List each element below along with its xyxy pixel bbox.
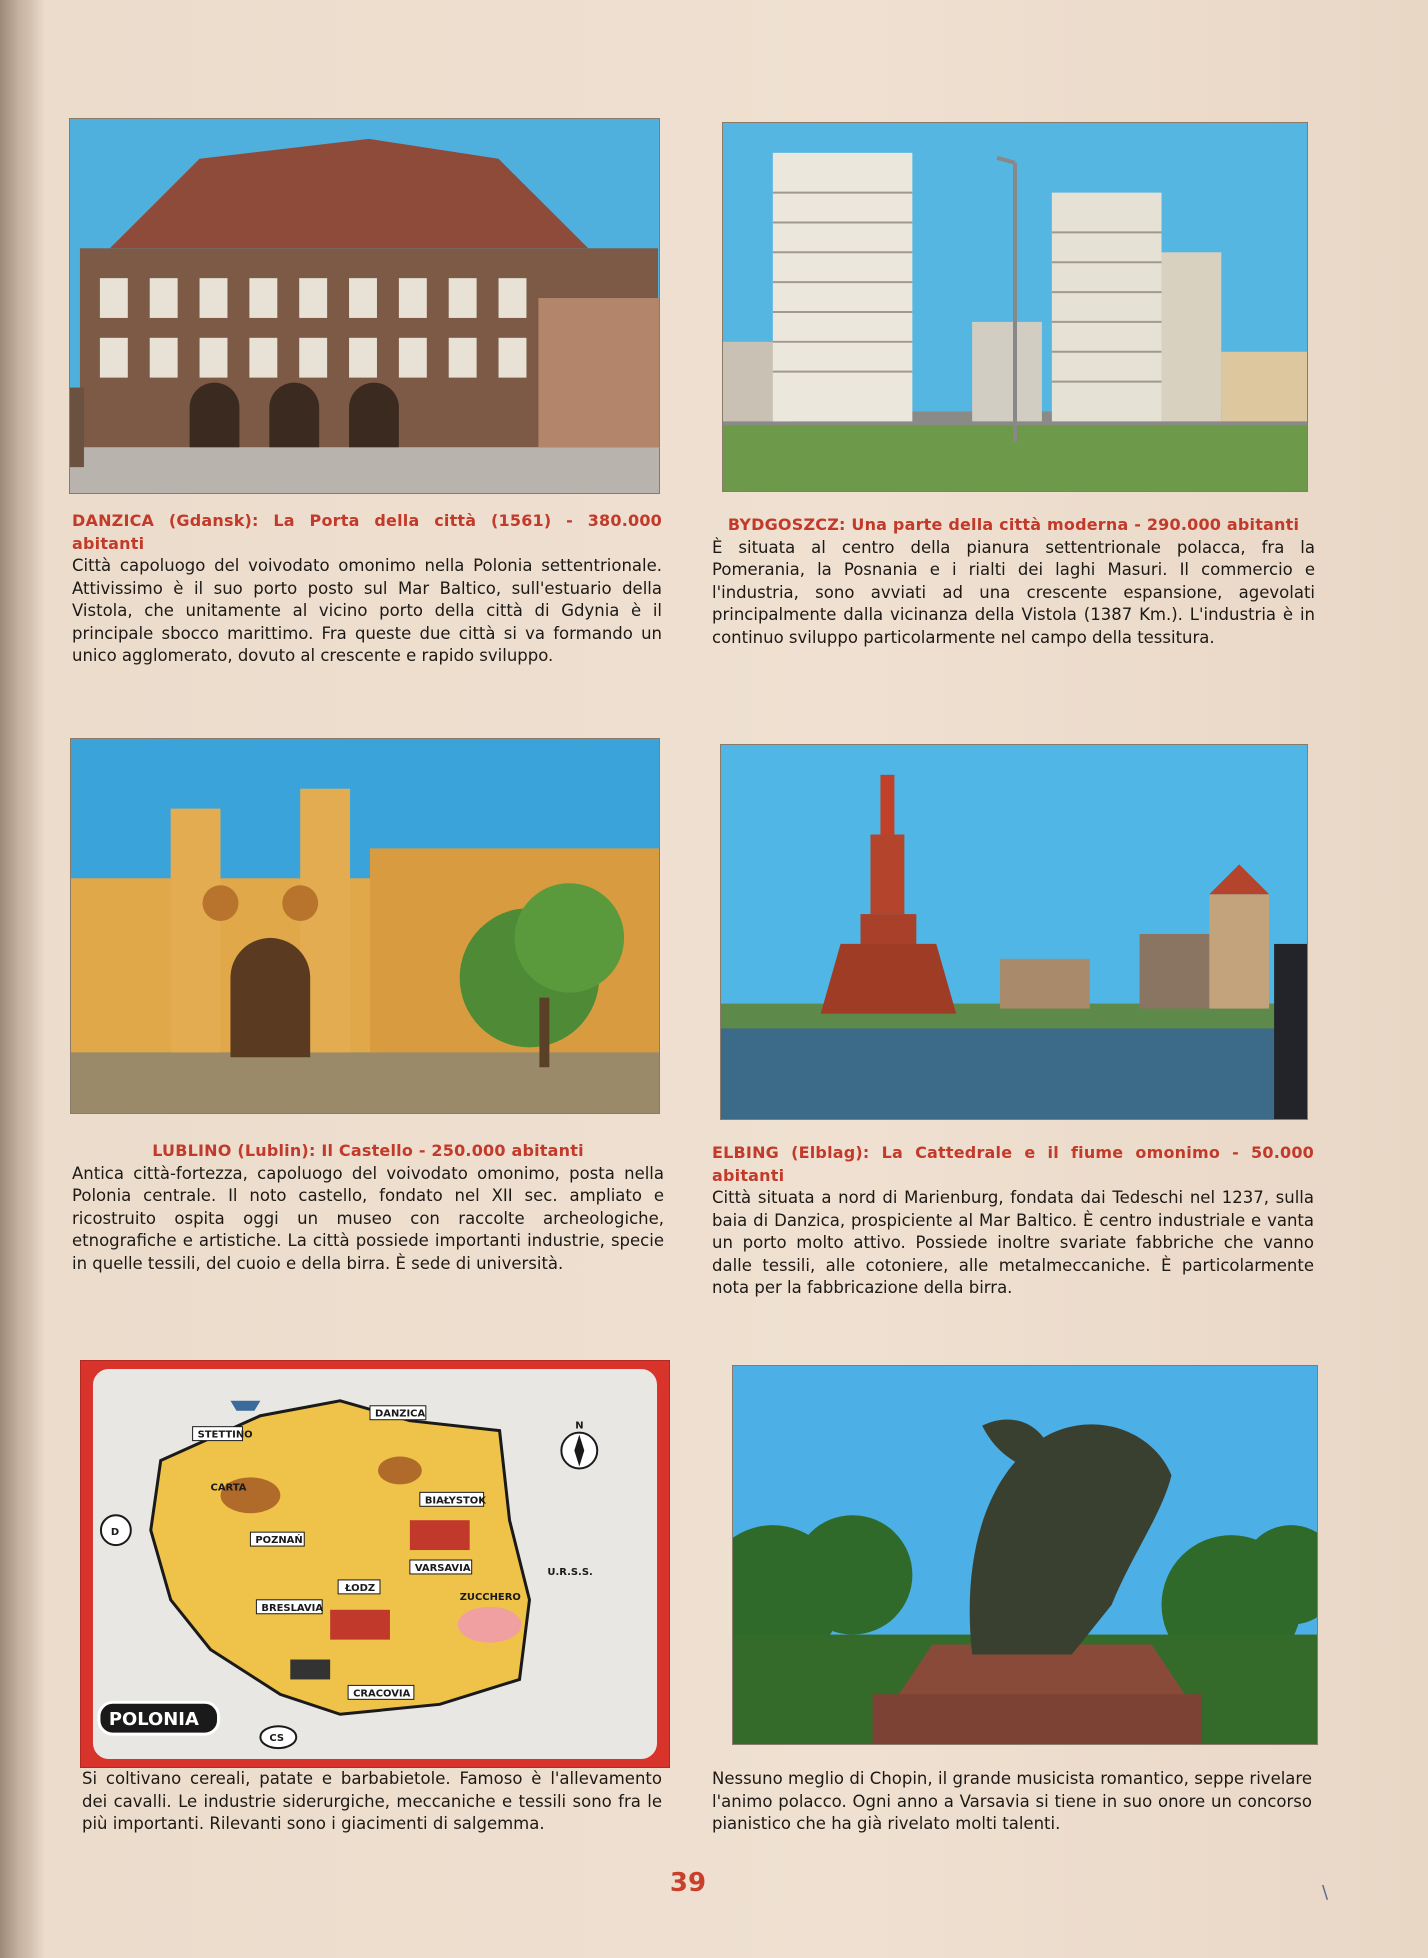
map-neighbor-cs: CS (269, 1733, 285, 1745)
bydgoszcz-title: BYDGOSZCZ: Una parte della città moderna - 290.000 abitanti (727, 515, 1300, 534)
bydgoszcz-caption (712, 514, 1315, 649)
danzica-title: DANZICA (Gdansk): La Porta della città (1561) - 380.000 abitanti (72, 511, 662, 553)
map-city-cracovia: CRACOVIA (353, 1688, 411, 1700)
map-neighbor-urss: U.R.S.S. (547, 1566, 593, 1578)
pencil-tick: \ (1322, 1882, 1329, 1903)
map-tag-carta: CARTA (210, 1482, 247, 1494)
polonia-caption (82, 1768, 662, 1836)
chopin-text: Nessuno meglio di Chopin, il grande musicista romantico, seppe rivelare l'animo polacco. Ogni anno a Varsavia si tiene in suo onore un concorso pianistico che ha già rivelato molti talenti. (712, 1769, 1312, 1833)
elbing-caption (712, 1142, 1314, 1300)
polonia-text: Si coltivano cereali, patate e barbabietole. Famoso è l'allevamento dei cavalli. Le industrie siderurgiche, meccaniche e tessili sono fra le più importanti. Rilevanti sono i giacimenti di salgemma. (82, 1769, 662, 1833)
map-city-varsavia: VARSAVIA (414, 1562, 471, 1574)
danzica-photo (69, 118, 660, 494)
map-city-poznan: POZNAŃ (255, 1535, 303, 1547)
bydgoszcz-photo (722, 122, 1308, 492)
polonia-map (80, 1360, 670, 1768)
map-city-danzica: DANZICA (375, 1408, 426, 1420)
lublino-text: Antica città-fortezza, capoluogo del voivodato omonimo, posta nella Polonia centrale. Il noto castello, fondato nel XII sec. ampliato e ricostruito ospita oggi un museo con raccolte archeologiche, etnografiche e artistiche. La città possiede importanti industrie, specie in quelle tessili, del cuoio e della birra. È sede di università. (72, 1163, 664, 1273)
map-tag-zucchero: ZUCCHERO (459, 1591, 521, 1603)
lublino-photo (70, 738, 660, 1114)
bydgoszcz-text: È situata al centro della pianura settentrionale polacca, fra la Pomerania, la Posnania e i rialti dei laghi Masuri. Il commercio e l'industria, sono avviati ad una crescente espansione, agevolati principalmente dalla vicinanza della Vistola (1387 Km.). L'industria è in continuo sviluppo particolarmente nel campo della tessitura. (712, 537, 1315, 647)
elbing-text: Città situata a nord di Marienburg, fondata dai Tedeschi nel 1237, sulla baia di Danzica, prospiciente al Mar Baltico. È centro industriale e vanta un porto molto attivo. Possiede inoltre svariate fabbriche che vanno dalle tessili, alle cotoniere, alle metalmeccaniche. È particolarmente nota per la fabbricazione della birra. (712, 1188, 1314, 1297)
chopin-photo (732, 1365, 1318, 1745)
elbing-title: ELBING (Elblag): La Cattedrale e il fiume omonimo - 50.000 abitanti (712, 1143, 1314, 1185)
danzica-text: Città capoluogo del voivodato omonimo nella Polonia settentrionale. Attivissimo è il suo porto posto sul Mar Baltico, sull'estuario della Vistola, che unitamente al vicino porto della città di Gdynia è il principale sbocco marittimo. Fra queste due città si va formando un unico agglomerato, dovuto al crescente e rapido sviluppo. (72, 556, 662, 665)
lublino-title: LUBLINO (Lublin): Il Castello - 250.000 abitanti (152, 1141, 584, 1160)
page-number: 39 (669, 1868, 707, 1898)
book-binding (0, 0, 44, 1958)
map-neighbor-d: D (110, 1527, 120, 1539)
map-city-bialystok: BIAŁYSTOK (424, 1495, 486, 1507)
map-banner: POLONIA (108, 1709, 199, 1731)
compass-n: N (575, 1420, 584, 1432)
elbing-photo (720, 744, 1308, 1120)
danzica-caption (72, 510, 662, 668)
chopin-caption (712, 1768, 1312, 1836)
map-city-breslavia: BRESLAVIA (261, 1602, 324, 1614)
lublino-caption (72, 1140, 664, 1275)
map-city-stettino: STETTINO (197, 1429, 253, 1441)
map-city-lodz: ŁODZ (345, 1582, 376, 1594)
